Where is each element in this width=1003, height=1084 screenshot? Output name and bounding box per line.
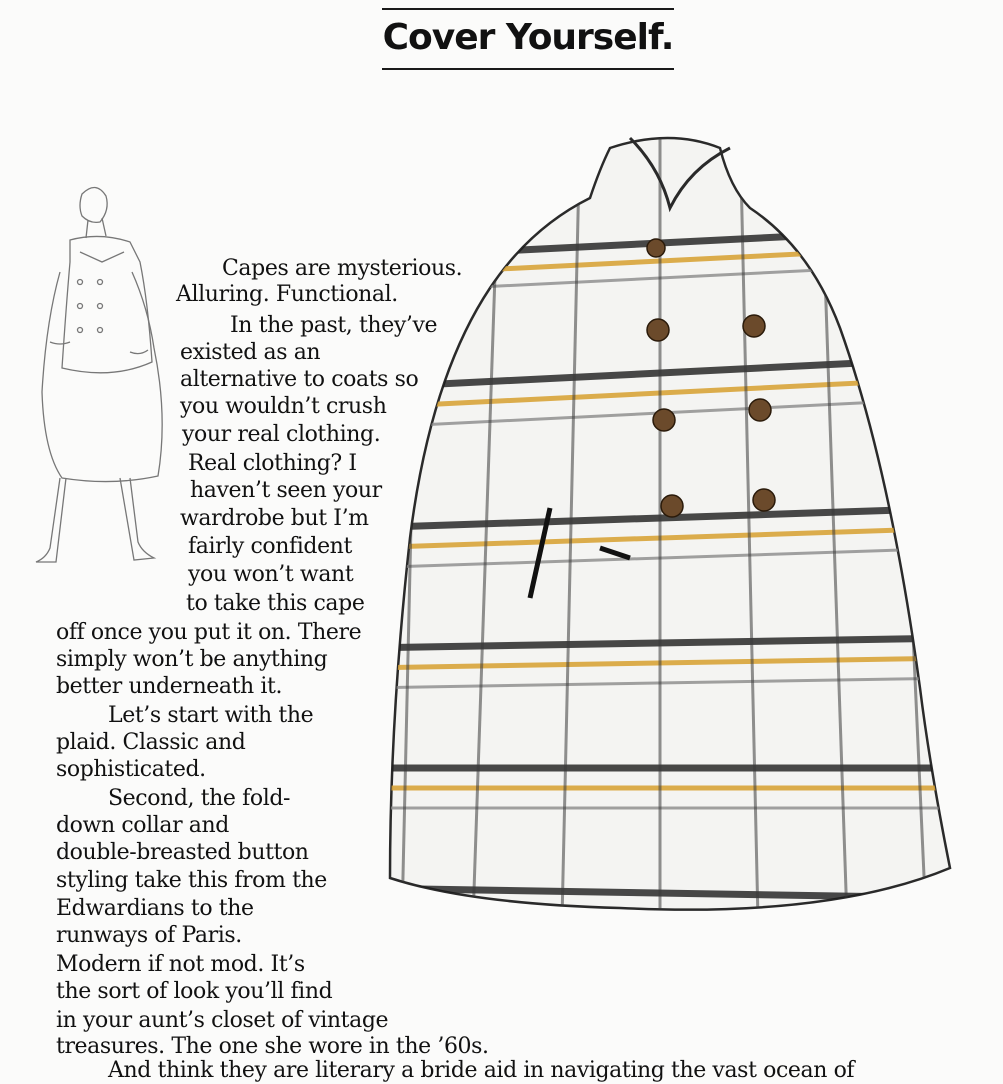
body-line-7: your real clothing. [182,422,381,447]
body-line-13: to take this cape [186,591,365,616]
body-line-1: Capes are mysterious. [222,256,463,281]
body-line-20: Second, the fold- [108,786,291,811]
body-line-26: Modern if not mod. It’s [56,952,305,977]
body-line-28: in your aunt’s closet of vintage [56,1008,389,1033]
body-line-25: runways of Paris. [56,923,242,948]
body-line-5: alternative to coats so [180,367,419,392]
body-line-16: better underneath it. [56,674,283,699]
body-line-30: And think they are literary a bride aid in navigating the vast ocean of [108,1058,855,1083]
body-line-29: treasures. The one she wore in the ’60s. [56,1034,489,1059]
body-line-2: Alluring. Functional. [176,282,398,307]
page-title: Cover Yourself. [382,17,674,58]
figure-sketch [20,182,180,582]
body-line-12: you won’t want [188,562,354,587]
body-line-22: double-breasted button [56,840,309,865]
body-line-14: off once you put it on. There [56,620,362,645]
body-line-6: you wouldn’t crush [180,394,387,419]
body-line-10: wardrobe but I’m [180,506,369,531]
title-block [382,8,674,70]
body-line-21: down collar and [56,813,229,838]
body-line-4: existed as an [180,340,321,365]
body-line-8: Real clothing? I [188,451,357,476]
body-line-18: plaid. Classic and [56,730,246,755]
body-line-19: sophisticated. [56,757,206,782]
body-line-15: simply won’t be anything [56,647,328,672]
body-line-23: styling take this from the [56,868,327,893]
body-line-3: In the past, they’ve [230,313,438,338]
body-line-17: Let’s start with the [108,703,314,728]
title-bottom-rule [382,68,674,70]
title-top-rule [382,8,674,10]
body-line-9: haven’t seen your [190,478,382,503]
body-line-27: the sort of look you’ll find [56,979,333,1004]
body-line-11: fairly confident [188,534,352,559]
body-line-24: Edwardians to the [56,896,254,921]
